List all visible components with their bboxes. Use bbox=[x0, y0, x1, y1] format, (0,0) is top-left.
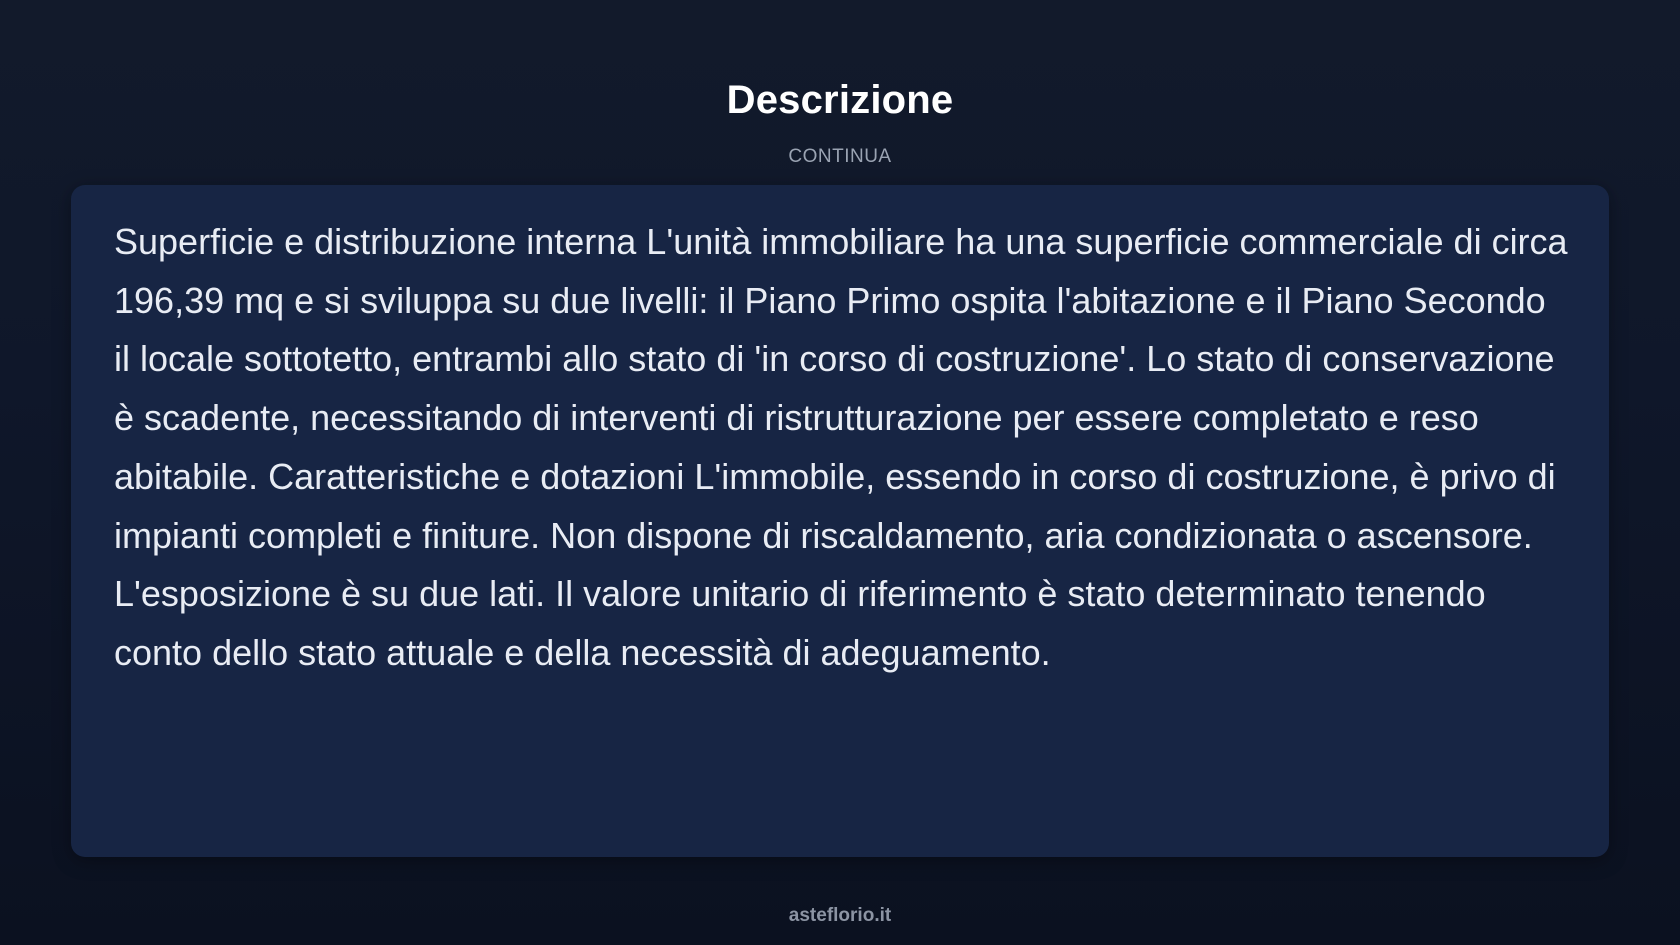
description-text: Superficie e distribuzione interna L'unità immobiliare ha una superficie commerciale di circa 196,39 mq e si sviluppa su due livelli: il Piano Primo ospita l'abitazione e il Piano Secondo il locale sottotetto, entrambi allo stato di 'in corso di costruzione'. Lo stato di conservazione è scadente, necessitando di interventi di ristrutturazione per essere completato e reso abitabile. Caratteristiche e dotazioni L'immobile, essendo in corso di costruzione, è privo di impianti completi e finiture. Non dispone di riscaldamento, aria condizionata o ascensore. L'esposizione è su due lati. Il valore unitario di riferimento è stato determinato tenendo conto dello stato attuale e della necessità di adeguamento. bbox=[114, 221, 1568, 673]
description-card bbox=[71, 185, 1609, 857]
header bbox=[0, 0, 1680, 185]
footer-site-label: asteflorio.it bbox=[788, 905, 892, 926]
page-title: Descrizione bbox=[726, 78, 954, 122]
page-subtitle: CONTINUA bbox=[788, 146, 892, 167]
